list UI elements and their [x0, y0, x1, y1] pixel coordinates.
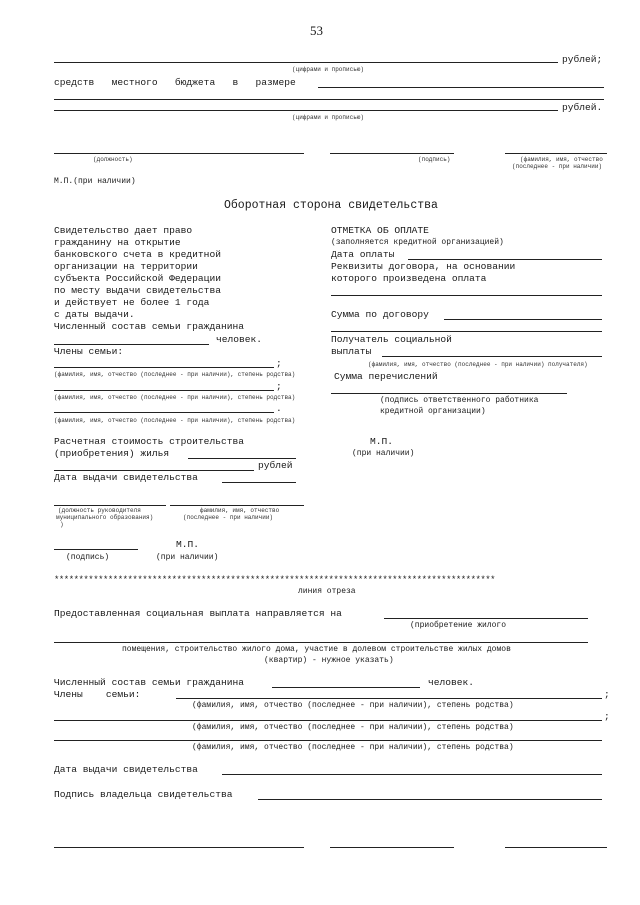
local-budget-line-2	[54, 99, 604, 100]
contract-label-2: которого произведена оплата	[331, 273, 487, 284]
issue-date-line	[222, 482, 296, 483]
digits-words-caption-2: (цифрами и прописью)	[292, 114, 365, 121]
page-number: 53	[310, 23, 323, 38]
footer-line-3	[505, 847, 607, 848]
head-position-line	[54, 505, 166, 506]
family-count-line	[272, 687, 420, 688]
tear-issue-date-label: Дата выдачи свидетельства	[54, 764, 198, 775]
payment-directed-line	[384, 618, 588, 619]
tear-member-semicolon-2: ;	[604, 711, 610, 722]
payment-directed-label: Предоставленная социальная выплата направляется на	[54, 608, 342, 619]
member-line-2	[54, 390, 274, 391]
left-text-2: гражданину на открытие	[54, 237, 181, 248]
owner-signature-label: Подпись владельца свидетельства	[54, 789, 233, 800]
member-semicolon-2: ;	[276, 381, 282, 392]
tear-member-caption-3: (фамилия, имя, отчество (последнее - при наличии), степень родства)	[192, 743, 514, 752]
contract-label-1: Реквизиты договора, на основании	[331, 261, 516, 272]
family-count-label: Численный состав семьи гражданина	[54, 677, 244, 688]
fio-caption-2: (последнее - при наличии)	[512, 163, 603, 170]
member-caption-1: (фамилия, имя, отчество (последнее - при наличии), степень родства)	[54, 371, 296, 378]
local-budget-line	[318, 87, 604, 88]
rubles-period: рублей.	[562, 102, 603, 113]
position-line	[54, 153, 304, 154]
bottom-mp: М.П.	[176, 539, 200, 550]
contract-line-1	[331, 295, 602, 296]
member-caption-3: (фамилия, имя, отчество (последнее - при наличии), степень родства)	[54, 417, 296, 424]
position-caption: (должность)	[93, 156, 133, 163]
purpose-caption-1: помещения, строительство жилого дома, участие в долевом строительстве жилых домов	[122, 645, 511, 654]
right-title: ОТМЕТКА ОБ ОПЛАТЕ	[331, 225, 429, 236]
purpose-caption-2: (квартир) - нужное указать)	[264, 656, 394, 665]
member-caption-2: (фамилия, имя, отчество (последнее - при наличии), степень родства)	[54, 394, 296, 401]
signature-caption: (подпись)	[418, 156, 451, 163]
transfer-sum-line	[331, 393, 567, 394]
responsible-caption-1: (подпись ответственного работника	[380, 396, 539, 405]
back-title: Оборотная сторона свидетельства	[224, 199, 438, 212]
recipient-label-1: Получатель социальной	[331, 334, 452, 345]
mp-label: М.П.(при наличии)	[54, 177, 136, 186]
responsible-caption-2: кредитной организации)	[380, 407, 486, 416]
left-text-6: по месту выдачи свидетельства	[54, 285, 221, 296]
left-text-8: с даты выдачи.	[54, 309, 135, 320]
rubles-semicolon: рублей;	[562, 54, 603, 65]
head-fio-1: фамилия, имя, отчество	[200, 507, 280, 514]
cost-label-2: (приобретения) жилья	[54, 448, 170, 459]
purpose-line	[54, 642, 588, 643]
digits-words-caption: (цифрами и прописью)	[292, 66, 365, 73]
signature-line	[330, 153, 454, 154]
cut-line-label: линия отреза	[298, 587, 356, 596]
recipient-caption: (фамилия, имя, отчество (последнее - при наличии) получателя)	[368, 361, 588, 368]
amount-line	[54, 62, 558, 63]
issue-date-label: Дата выдачи свидетельства	[54, 472, 198, 483]
cost-rubles: рублей	[258, 460, 293, 471]
local-budget-label: средств местного бюджета в размере	[54, 77, 296, 88]
contract-sum-line	[444, 319, 602, 320]
tear-member-line-1	[176, 698, 602, 699]
member-line-3	[54, 412, 274, 413]
cut-line-stars: ******************************************************************************************	[54, 575, 496, 585]
recipient-line	[382, 356, 602, 357]
tear-issue-date-line	[222, 774, 602, 775]
recipient-label-2: выплаты	[331, 346, 372, 357]
member-line-1	[54, 367, 274, 368]
payment-date-line	[408, 259, 602, 260]
contract-sum-label: Сумма по договору	[331, 309, 429, 320]
contract-line-2	[331, 331, 602, 332]
cost-line-1	[188, 458, 296, 459]
left-text-1: Свидетельство дает право	[54, 225, 193, 236]
transfer-sum-label: Сумма перечислений	[334, 371, 438, 382]
tear-member-line-3	[54, 740, 602, 741]
right-mp-caption: (при наличии)	[352, 449, 415, 458]
tear-members-label: Члены семьи:	[54, 689, 141, 700]
head-caption-2: муниципального образования)	[56, 514, 154, 521]
tear-member-caption-1: (фамилия, имя, отчество (последнее - при наличии), степень родства)	[192, 701, 514, 710]
left-text-4: организации на территории	[54, 261, 198, 272]
persons-line	[54, 344, 209, 345]
bottom-sign-line	[54, 549, 138, 550]
persons-label: человек.	[216, 334, 263, 345]
cost-label-1: Расчетная стоимость строительства	[54, 436, 244, 447]
bottom-mp-caption: (при наличии)	[156, 553, 219, 562]
cost-line-2	[54, 470, 254, 471]
members-label: Члены семьи:	[54, 346, 124, 357]
left-text-9: Численный состав семьи гражданина	[54, 321, 244, 332]
local-budget-line-3	[54, 110, 558, 111]
payment-date-label: Дата оплаты	[331, 249, 395, 260]
tear-member-caption-2: (фамилия, имя, отчество (последнее - при наличии), степень родства)	[192, 723, 514, 732]
left-text-5: субъекта Российской Федерации	[54, 273, 221, 284]
member-period-3: .	[276, 403, 282, 414]
head-fio-2: (последнее - при наличии)	[183, 514, 274, 521]
bottom-sign-caption: (подпись)	[66, 553, 110, 562]
tear-member-semicolon-1: ;	[604, 689, 610, 700]
right-subtitle: (заполняется кредитной организацией)	[331, 238, 504, 247]
right-mp: М.П.	[370, 436, 394, 447]
tear-member-line-2	[54, 720, 602, 721]
left-text-3: банковского счета в кредитной	[54, 249, 221, 260]
owner-signature-line	[258, 799, 602, 800]
footer-line-2	[330, 847, 454, 848]
left-text-7: и действует не более 1 года	[54, 297, 210, 308]
fio-line	[505, 153, 607, 154]
member-semicolon-1: ;	[276, 358, 282, 369]
tear-persons-label: человек.	[428, 677, 475, 688]
purchase-caption: (приобретение жилого	[410, 621, 507, 630]
footer-line-1	[54, 847, 304, 848]
head-fio-line	[170, 505, 304, 506]
head-caption-3: )	[60, 521, 64, 528]
head-caption-1: (должность руководителя	[58, 507, 141, 514]
fio-caption-1: (фамилия, имя, отчество	[520, 156, 603, 163]
